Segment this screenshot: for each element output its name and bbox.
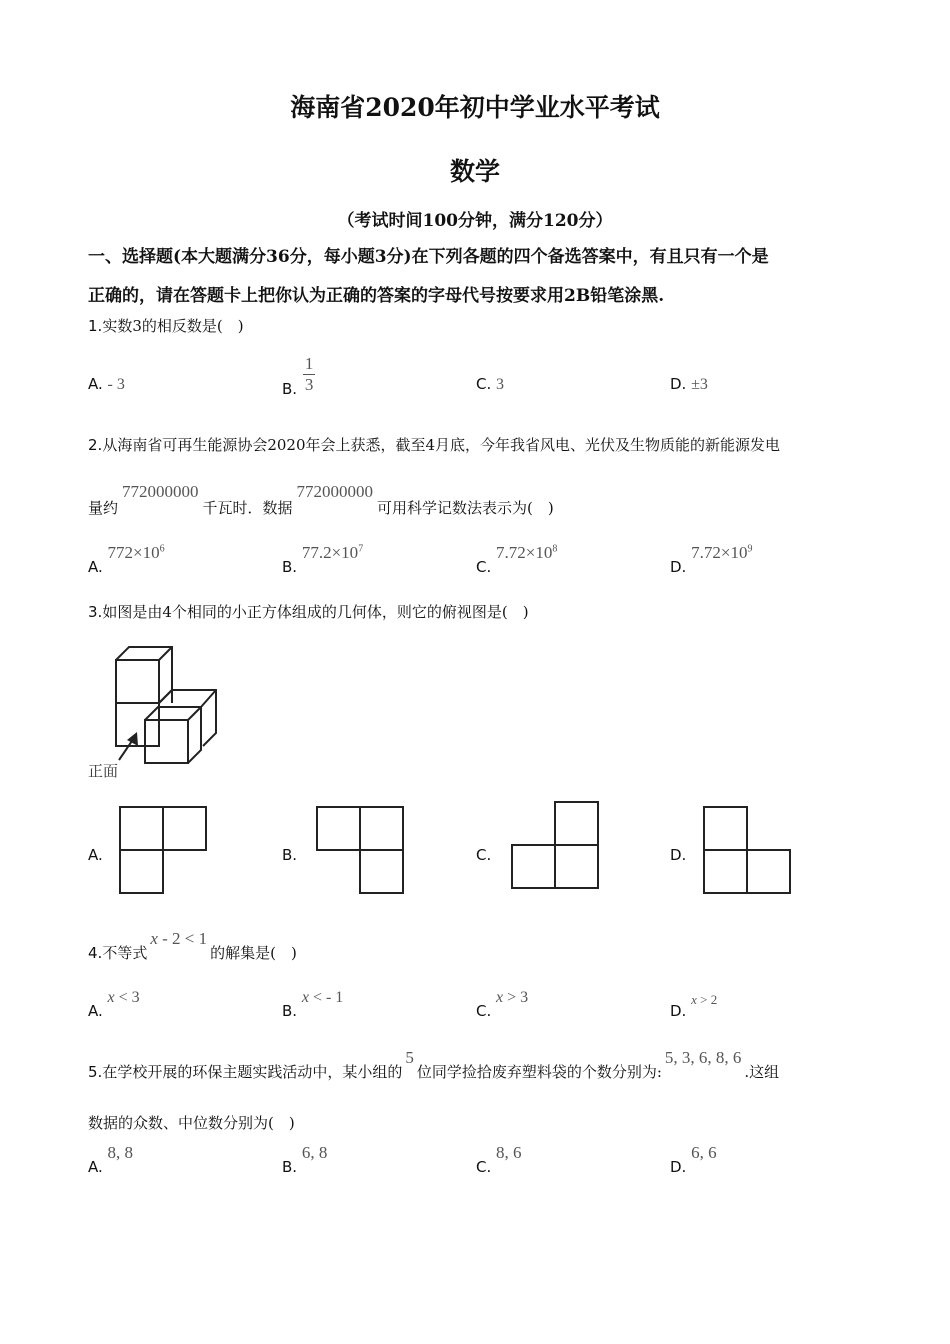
question-2 [88,434,780,455]
option-letter: B. [282,1002,298,1020]
question-2-line2 [88,481,554,517]
option-fraction [303,355,315,394]
option-letter: D. [670,1158,687,1176]
sci-exponent: 6 [159,543,165,555]
q3-option-d-letter [670,846,686,864]
q1-option-c [476,375,504,394]
option-value: 8, 6 [496,1143,522,1162]
math-variable: x [107,989,115,1006]
text-fragment: 可用科学记数法表示为( ) [377,499,554,517]
section-instruction-line1: 一、选择题(本大题满分36分，每小题3分)在下列各题的四个备选答案中，有且只有一个是 [88,247,769,267]
option-letter: A. [88,375,103,393]
section-instruction-line2: 正确的，请在答题卡上把你认为正确的答案的字母代号按要求用2B铅笔涂黑. [88,286,665,306]
q2-option-a [88,543,165,576]
question-text-line1: 从海南省可再生能源协会2020年会上获悉，截至4月底，今年我省风电、光伏及生物质能的新能源发电 [102,436,781,454]
sci-base: 772×10 [107,543,160,562]
option-letter: B. [282,1158,298,1176]
option-letter: B. [282,558,298,576]
math-number: 772000000 [296,482,374,501]
q5-option-b [282,1143,328,1176]
q3-option-c-figure [511,801,601,891]
q1-option-d [670,375,708,394]
option-value: 6, 6 [691,1143,717,1162]
question-number: 4. [88,944,103,962]
sci-base: 7.72×10 [691,543,748,562]
text-fragment: 量约 [88,499,119,517]
math-variable: x [691,992,697,1007]
option-letter: B. [282,380,298,398]
text-fragment: 不等式 [102,944,148,962]
option-letter: D. [670,375,687,393]
option-value: 3 [496,376,505,393]
math-relation: < - 1 [308,989,344,1006]
page-title: 海南省2020年初中学业水平考试 [290,93,660,122]
math-relation: > 2 [696,992,718,1007]
subject-title: 数学 [449,157,500,186]
math-number: 772000000 [122,482,199,501]
q4-option-a [88,988,140,1020]
q3-option-c-letter [476,846,491,864]
question-number: 1. [88,317,103,335]
question-text: 如图是由4个相同的小正方体组成的几何体，则它的俯视图是( ) [102,603,529,621]
question-4 [88,928,297,962]
math-relation: < 3 [114,989,140,1006]
option-value: - 3 [107,376,125,393]
text-fragment: 在学校开展的环保主题实践活动中，某小组的 [102,1063,403,1081]
option-value [108,543,165,562]
q2-option-c [476,543,558,576]
question-3 [88,601,529,622]
option-value: ±3 [691,376,708,393]
math-relation: > 3 [503,989,529,1006]
math-variable: x [301,989,309,1006]
option-letter: D. [670,558,687,576]
sci-base: 7.72×10 [496,543,553,562]
q3-option-b-figure [316,806,406,896]
option-letter: C. [476,846,492,864]
text-fragment: 位同学捡拾废弃塑料袋的个数分别为: [416,1063,662,1081]
option-letter: C. [476,1158,492,1176]
q2-option-b [282,543,364,576]
q4-option-c [476,988,529,1020]
figure-label-front: 正面 [88,762,119,780]
math-count: 5 [405,1048,414,1067]
question-5 [88,1047,780,1081]
math-expression: - 2 < 1 [157,929,208,948]
option-value [302,543,363,562]
text-fragment: 的解集是( ) [210,944,297,962]
option-letter: C. [476,558,492,576]
q3-option-d-figure [703,806,793,896]
q3-option-b-letter [282,846,297,864]
option-letter: A. [88,558,103,576]
option-value [691,543,752,562]
question-number: 5. [88,1063,103,1081]
option-letter: D. [670,846,687,864]
fraction-denominator: 3 [304,374,314,394]
question-1 [88,315,244,336]
sci-exponent: 7 [358,543,364,555]
option-letter: A. [88,846,103,864]
option-letter: C. [476,375,492,393]
sci-exponent: 9 [747,543,753,555]
q4-option-b [282,988,344,1020]
question-number: 2. [88,436,103,454]
option-letter: C. [476,1002,492,1020]
q1-option-b [282,350,315,398]
option-letter: B. [282,846,298,864]
question-5-line2: 数据的众数、中位数分别为( ) [88,1114,295,1132]
math-data-list: 5, 3, 6, 8, 6 [664,1048,742,1067]
option-letter: A. [88,1158,103,1176]
question-text: 实数3的相反数是( ) [102,317,244,335]
q5-option-a [88,1143,134,1176]
exam-info: （考试时间100分钟，满分120分） [337,211,613,231]
sci-base: 77.2×10 [301,543,359,562]
option-value [496,543,557,562]
question-number: 3. [88,603,103,621]
option-value: 8, 8 [107,1143,134,1162]
sci-exponent: 8 [552,543,558,555]
q1-option-a [88,375,125,394]
math-variable: x [150,929,158,948]
text-fragment: .这组 [744,1063,780,1081]
q5-option-c [476,1143,522,1176]
q3-option-a-figure [119,806,209,896]
option-letter: A. [88,1002,103,1020]
fraction-numerator: 1 [304,353,314,373]
inequality [150,929,207,948]
q3-option-a-letter [88,846,103,864]
option-letter: D. [670,1002,687,1020]
q2-option-d [670,543,753,576]
math-variable: x [496,989,504,1006]
q4-option-d [670,990,718,1020]
q5-option-d [670,1143,717,1176]
option-value: 6, 8 [301,1143,328,1162]
text-fragment: 千瓦时．数据 [202,499,293,517]
